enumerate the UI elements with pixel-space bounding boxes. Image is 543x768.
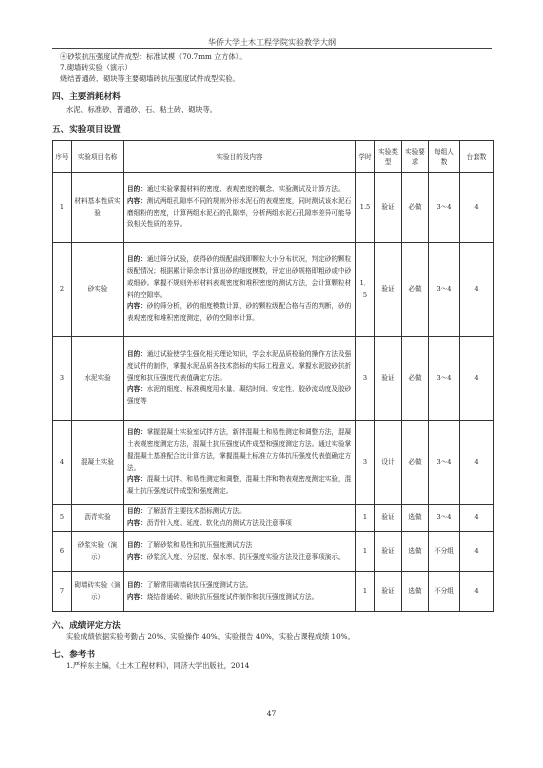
purpose-text: 通过试验使学生强化相关理论知识，学会水泥品质检验的操作方法及强度试件的制作，掌握水泥品质各技术指标的实际工程意义。掌握水泥胶砂抗折强度和抗压强度代表值确定方法。	[127, 350, 352, 382]
purpose-content	[124, 421, 356, 505]
hours: 1	[356, 532, 375, 572]
purpose-text: 掌握混凝土实验室试拌方法，新拌混凝土和易性测定和调整方法，混凝土表观密度测定方法，混凝土抗压强度试件成型和强度测定方法。通过实验掌握混凝土基准配合比计算方法，掌握混凝土标准立方体抗压强度代表值确定方法。	[127, 428, 352, 472]
requirement: 必做	[402, 173, 429, 243]
purpose-text: 了解常用砌墙砖抗压强度测试方法。	[146, 580, 253, 589]
content-text: 测试两组孔隙率不同的规则外形水泥石的表观密度，同时测试该水泥石磨细粉的密度，计算两组水泥石的孔隙率，分析两组水泥石孔隙率差异可能导致相关性质的差异。	[127, 196, 352, 229]
experiment-name: 材料基本性质实验	[72, 173, 124, 243]
column-header: 实验要求	[402, 141, 429, 173]
experiment-type: 验证	[375, 173, 402, 243]
hours: 1	[356, 505, 375, 532]
requirement: 必做	[402, 243, 429, 337]
content-text: 混凝土试拌、和易性测定和调整，混凝土拌和物表观密度测定实验，混凝土抗压强度试件成型和强度测定。	[127, 475, 352, 495]
hours: 1．5	[356, 243, 375, 337]
table-row	[53, 173, 494, 243]
column-header: 每组人数	[429, 141, 460, 173]
equipment-sets: 4	[460, 173, 494, 243]
equipment-sets: 4	[460, 532, 494, 572]
content-label: 内容：	[127, 592, 147, 601]
purpose-label: 目的：	[127, 350, 147, 359]
intro-block	[60, 51, 500, 84]
content-label: 内容：	[127, 552, 147, 561]
requirement: 选做	[402, 505, 429, 532]
content-label: 内容：	[127, 475, 147, 484]
table-header-row	[53, 141, 494, 173]
section4-text: 水泥、标准砂、普通砂、石、粘土砖、砌块等。	[66, 105, 217, 114]
column-header: 实验类型	[375, 141, 402, 173]
row-number: 7	[53, 572, 72, 612]
purpose-label: 目的：	[127, 580, 147, 589]
purpose-label: 目的：	[127, 507, 147, 516]
purpose-content	[124, 173, 356, 243]
purpose-content	[124, 572, 356, 612]
content-label: 内容：	[127, 196, 147, 205]
row-number: 6	[53, 532, 72, 572]
experiment-table	[52, 140, 494, 612]
purpose-text: 了解沥青主要技术指标测试方法。	[146, 507, 246, 516]
experiment-type: 验证	[375, 243, 402, 337]
section7-heading: 七、参考书	[52, 650, 95, 660]
content-text: 砂的筛分析，砂的细度模数计算，砂的颗粒级配合格与否的判断，砂的表观密度和堆积密度测定，砂的空隙率计算。	[127, 302, 352, 322]
intro-line: 烧结普通砖、砌块等主要砌墙砖抗压强度试件成型实验。	[60, 74, 240, 83]
purpose-text: 通过实验掌握材料的密度、表观密度的概念、实验测试及计算方法。	[146, 185, 345, 194]
group-size: 不分组	[429, 572, 460, 612]
page-number: 47	[266, 709, 277, 718]
table-row	[53, 572, 494, 612]
content-label: 内容：	[127, 519, 147, 527]
equipment-sets: 4	[460, 337, 494, 421]
row-number: 2	[53, 243, 72, 337]
row-number: 3	[53, 337, 72, 421]
column-header: 序号	[53, 141, 72, 173]
column-header: 实验项目名称	[72, 141, 124, 173]
equipment-sets: 4	[460, 243, 494, 337]
hours: 3	[356, 337, 375, 421]
column-header: 台套数	[460, 141, 494, 173]
content-text: 烧结普通砖、砌块抗压强度试件制作和抗压强度测试方法。	[146, 592, 319, 601]
purpose-text: 通过筛分试验，获得砂的级配曲线即颗粒大小分布状况，判定砂的颗粒级配情况；根据累计筛余率计算出砂的细度模数，评定出砂规格即粗砂或中砂或细砂。掌握不规则外形材料表观密度和堆积密度的测试方法，会计算颗粒材料的空隙率。	[127, 255, 352, 299]
equipment-sets: 4	[460, 421, 494, 505]
purpose-content	[124, 337, 356, 421]
purpose-content	[124, 532, 356, 572]
section7-text: 1.严梓东主编，《土木工程材料》，同济大学出版社，2014	[66, 661, 250, 670]
purpose-text: 了解砂浆和易性和抗压强度测试方法	[146, 540, 253, 549]
section6-heading: 六、成绩评定方法	[52, 621, 121, 631]
row-number: 4	[53, 421, 72, 505]
experiment-type: 验证	[375, 532, 402, 572]
purpose-content	[124, 505, 356, 532]
experiment-name: 砂实验	[72, 243, 124, 337]
group-size: 3～4	[429, 337, 460, 421]
content-text: 水泥的细度、标准稠度用水量、凝结时间、安定性、胶砂流动度及胶砂强度等	[127, 385, 352, 406]
row-number: 1	[53, 173, 72, 243]
column-header: 学时	[356, 141, 375, 173]
row-number: 5	[53, 505, 72, 532]
experiment-type: 设计	[375, 421, 402, 505]
intro-line: ④砂浆抗压强度试件成型：标准试模（70.7mm 立方体）。	[60, 52, 247, 61]
content-label: 内容：	[127, 302, 147, 311]
experiment-name: 砂浆实验（演示）	[72, 532, 124, 572]
section4-heading: 四、主要消耗材料	[52, 92, 121, 102]
group-size: 不分组	[429, 532, 460, 572]
group-size: 3～4	[429, 421, 460, 505]
experiment-name: 沥青实验	[72, 505, 124, 532]
content-text: 砂浆沉入度、分层度、保水率、抗压强度实验方法及注意事项演示。	[146, 552, 345, 561]
hours: 1.5	[356, 173, 375, 243]
experiment-name: 水泥实验	[72, 337, 124, 421]
purpose-label: 目的：	[127, 428, 147, 437]
hours: 1	[356, 572, 375, 612]
requirement: 选做	[402, 532, 429, 572]
table-row	[53, 532, 494, 572]
group-size: 3～4	[429, 173, 460, 243]
table-row	[53, 505, 494, 532]
experiment-type: 验证	[375, 337, 402, 421]
section5-heading: 五、实验项目设置	[52, 125, 121, 135]
group-size: 3～4	[429, 243, 460, 337]
page-header-title: 华侨大学土木工程学院实验教学大纲	[208, 38, 336, 47]
equipment-sets: 4	[460, 572, 494, 612]
requirement: 必做	[402, 421, 429, 505]
purpose-content	[124, 243, 356, 337]
experiment-type: 验证	[375, 572, 402, 612]
section6-text: 实验成绩依据实验考勤占 20%、实验操作 40%、实验报告 40%，实验占课程成绩 10%。	[66, 632, 355, 641]
requirement: 必做	[402, 337, 429, 421]
equipment-sets: 4	[460, 505, 494, 532]
experiment-type: 验证	[375, 505, 402, 532]
purpose-label: 目的：	[127, 255, 147, 264]
purpose-label: 目的：	[127, 185, 147, 194]
header-rule	[52, 48, 492, 49]
content-label: 内容：	[127, 385, 147, 394]
intro-line: 7.砌墙砖实验（演示）	[60, 63, 132, 72]
requirement: 选做	[402, 572, 429, 612]
content-text: 沥青针入度、延度、软化点的测试方法及注意事项	[146, 519, 292, 527]
table-row	[53, 421, 494, 505]
table-row	[53, 243, 494, 337]
table-row	[53, 337, 494, 421]
column-header: 实验目的及内容	[124, 141, 356, 173]
hours: 3	[356, 421, 375, 505]
purpose-label: 目的：	[127, 540, 147, 549]
experiment-name: 混凝土实验	[72, 421, 124, 505]
group-size: 3～4	[429, 505, 460, 532]
experiment-name: 砌墙砖实验（演示）	[72, 572, 124, 612]
